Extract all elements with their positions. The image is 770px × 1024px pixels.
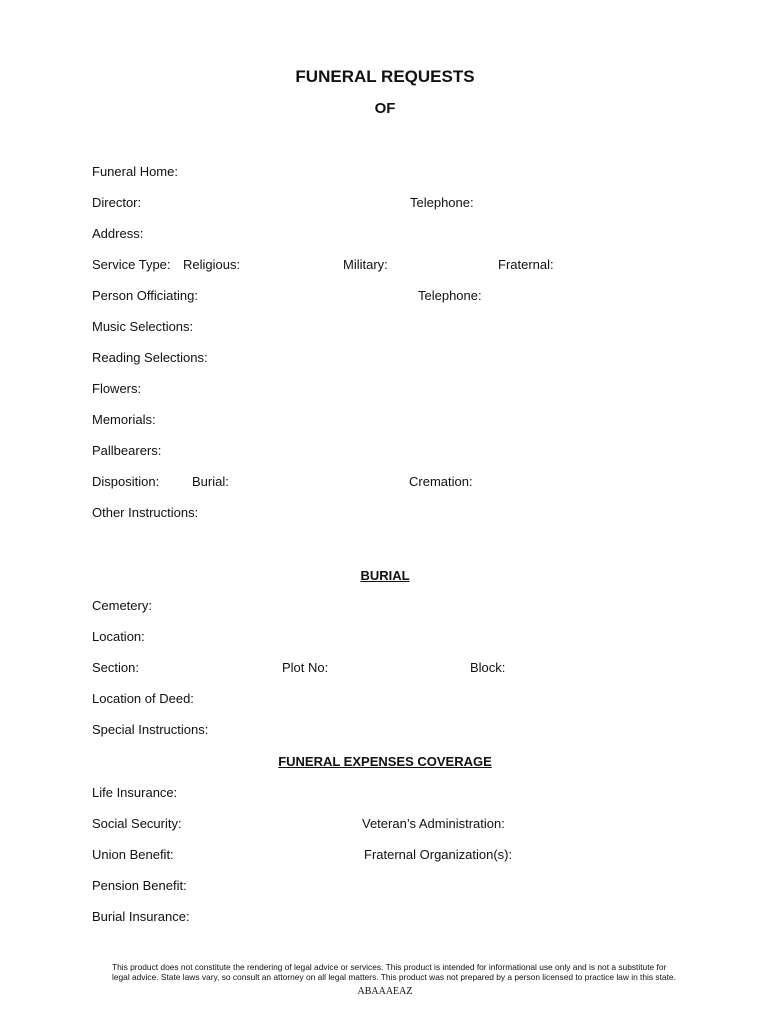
section-label: Section:	[92, 660, 139, 675]
location-of-deed-label: Location of Deed:	[92, 691, 194, 706]
pension-benefit-label: Pension Benefit:	[92, 878, 187, 893]
other-instructions-label: Other Instructions:	[92, 505, 199, 520]
expenses-section-heading: FUNERAL EXPENSES COVERAGE	[278, 754, 492, 769]
document-title: FUNERAL REQUESTS	[295, 67, 475, 86]
service-type-label: Service Type:	[92, 257, 171, 272]
address-label: Address:	[92, 226, 144, 241]
special-instructions-label: Special Instructions:	[92, 722, 209, 737]
disposition-label: Disposition:	[92, 474, 160, 489]
legal-disclaimer: This product does not constitute the rendering of legal advice or services. This product is intended for informational use only and is not a substitute for legal advice. State laws vary, so consult an attorney on all legal matters. This product was not prepared by a person licensed to practice law in this state.	[112, 962, 676, 982]
military-label: Military:	[343, 257, 388, 272]
fraternal-label: Fraternal:	[498, 257, 554, 272]
burial-option-label: Burial:	[192, 474, 229, 489]
funeral-home-label: Funeral Home:	[92, 164, 178, 179]
plot-no-label: Plot No:	[282, 660, 329, 675]
veterans-administration-label: Veteran’s Administration:	[362, 816, 505, 831]
block-label: Block:	[470, 660, 506, 675]
life-insurance-label: Life Insurance:	[92, 785, 178, 800]
pallbearers-label: Pallbearers:	[92, 443, 162, 458]
document-subtitle: OF	[374, 100, 396, 117]
cemetery-label: Cemetery:	[92, 598, 152, 613]
burial-insurance-label: Burial Insurance:	[92, 909, 190, 924]
officiant-telephone-label: Telephone:	[418, 288, 482, 303]
burial-section-heading: BURIAL	[360, 568, 410, 583]
reading-selections-label: Reading Selections:	[92, 350, 208, 365]
music-selections-label: Music Selections:	[92, 319, 194, 334]
memorials-label: Memorials:	[92, 412, 156, 427]
fraternal-organizations-label: Fraternal Organization(s):	[364, 847, 513, 862]
cremation-option-label: Cremation:	[409, 474, 473, 489]
social-security-label: Social Security:	[92, 816, 182, 831]
document-code: ABAAAEAZ	[357, 986, 413, 997]
person-officiating-label: Person Officiating:	[92, 288, 198, 303]
director-telephone-label: Telephone:	[410, 195, 474, 210]
flowers-label: Flowers:	[92, 381, 142, 396]
director-label: Director:	[92, 195, 142, 210]
religious-label: Religious:	[183, 257, 241, 272]
location-label: Location:	[92, 629, 145, 644]
union-benefit-label: Union Benefit:	[92, 847, 174, 862]
